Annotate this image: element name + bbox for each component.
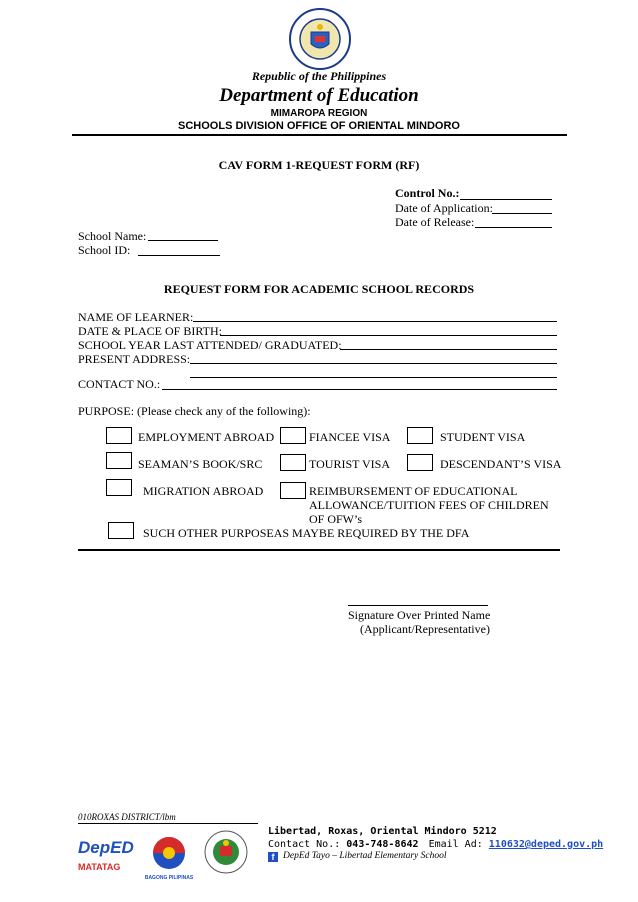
reimbursement-checkbox[interactable] — [280, 482, 306, 499]
signature-line[interactable] — [348, 605, 488, 606]
seaman-label: SEAMAN’S BOOK/SRC — [138, 457, 263, 471]
date-place-field[interactable] — [220, 335, 557, 336]
fiancee-checkbox[interactable] — [280, 427, 306, 444]
footer-contact — [268, 839, 603, 850]
bagong-pilipinas-logo: BAGONG PILIPINAS — [142, 836, 196, 880]
form-subtitle: REQUEST FORM FOR ACADEMIC SCHOOL RECORDS — [163, 282, 475, 296]
email-link[interactable]: 110632@deped.gov.ph — [488, 839, 604, 850]
employment-label: EMPLOYMENT ABROAD — [138, 430, 275, 444]
signature-sub: (Applicant/Representative) — [360, 622, 490, 636]
tourist-label: TOURIST VISA — [309, 457, 391, 471]
contact-value: 043-748-8642 — [346, 839, 419, 850]
other-label: SUCH OTHER PURPOSEAS MAYBE REQUIRED BY THE DFA — [143, 526, 470, 540]
school-seal — [204, 830, 248, 874]
contact-label: Contact No.: — [268, 839, 341, 850]
school-id-label: School ID: — [78, 243, 131, 257]
purpose-divider — [78, 549, 560, 551]
date-release-label: Date of Release: — [395, 215, 475, 229]
school-name-field[interactable] — [148, 240, 218, 241]
name-label: NAME OF LEARNER: — [78, 310, 194, 324]
control-no-label: Control No.: — [395, 186, 460, 200]
employment-checkbox[interactable] — [106, 427, 132, 444]
date-application-label: Date of Application: — [395, 201, 493, 215]
header-divider — [72, 134, 567, 136]
tourist-checkbox[interactable] — [280, 454, 306, 471]
school-name-label: School Name: — [78, 229, 147, 243]
other-checkbox[interactable] — [108, 522, 134, 539]
footer-address: Libertad, Roxas, Oriental Mindoro 5212 — [268, 826, 497, 837]
descendant-checkbox[interactable] — [407, 454, 433, 471]
form-title: CAV FORM 1-REQUEST FORM (RF) — [218, 158, 420, 172]
student-label: STUDENT VISA — [440, 430, 526, 444]
division-text: SCHOOLS DIVISION OFFICE OF ORIENTAL MINDORO — [178, 120, 460, 132]
facebook-page[interactable]: DepEd Tayo – Libertad Elementary School — [283, 851, 447, 861]
school-year-label: SCHOOL YEAR LAST ATTENDED/ GRADUATED: — [78, 338, 342, 352]
matatag-text: MATATAG — [78, 862, 121, 872]
reimbursement-label-3: OF OFW’s — [309, 512, 363, 526]
republic-text: Republic of the Philippines — [251, 69, 387, 83]
purpose-label: PURPOSE: (Please check any of the following): — [78, 404, 311, 418]
control-no-field[interactable] — [460, 199, 552, 200]
address-label: PRESENT ADDRESS: — [78, 352, 191, 366]
school-year-field[interactable] — [340, 349, 557, 350]
deped-seal — [289, 8, 351, 70]
region-text: MIMAROPA REGION — [270, 108, 368, 119]
migration-checkbox[interactable] — [106, 479, 132, 496]
descendant-label: DESCENDANT’S VISA — [440, 457, 562, 471]
student-checkbox[interactable] — [407, 427, 433, 444]
reimbursement-label-1: REIMBURSEMENT OF EDUCATIONAL — [309, 484, 518, 498]
footer-divider — [78, 823, 258, 824]
contact-label: CONTACT NO.: — [78, 377, 161, 391]
date-release-field[interactable] — [475, 227, 552, 228]
facebook-icon: f — [268, 852, 278, 862]
date-application-field[interactable] — [492, 213, 552, 214]
email-label: Email Ad: — [428, 839, 483, 850]
deped-logo: DepED MATATAG — [78, 838, 136, 880]
address-field-2[interactable] — [190, 377, 557, 378]
seaman-checkbox[interactable] — [106, 452, 132, 469]
address-field[interactable] — [190, 363, 557, 364]
signature-label: Signature Over Printed Name — [348, 608, 491, 622]
fiancee-label: FIANCEE VISA — [309, 430, 391, 444]
school-id-field[interactable] — [138, 255, 220, 256]
contact-field[interactable] — [162, 389, 557, 390]
department-title: Department of Education — [219, 85, 419, 106]
date-place-label: DATE & PLACE OF BIRTH: — [78, 324, 222, 338]
footer-code: 010ROXAS DISTRICT/lbm — [78, 812, 176, 822]
reimbursement-label-2: ALLOWANCE/TUITION FEES OF CHILDREN — [309, 498, 549, 512]
name-field[interactable] — [193, 321, 557, 322]
migration-label: MIGRATION ABROAD — [143, 484, 264, 498]
